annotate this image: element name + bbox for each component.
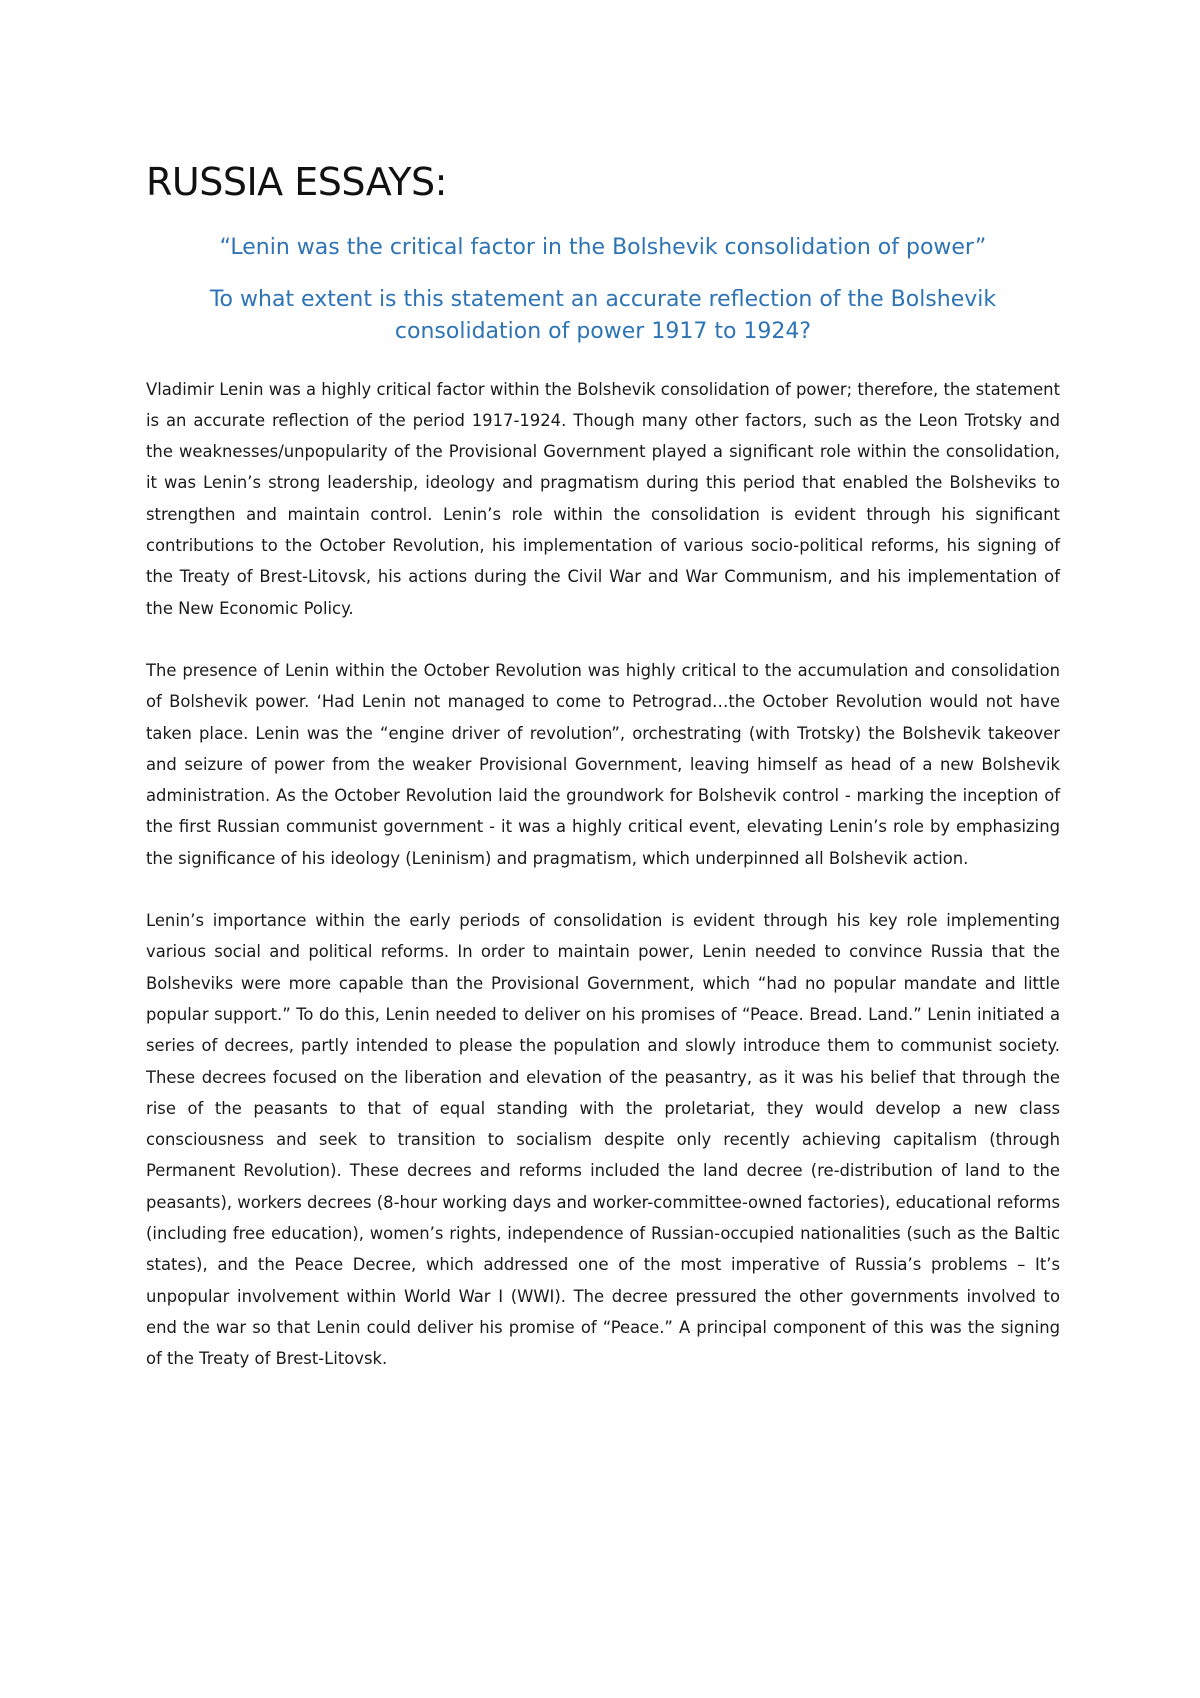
paragraph-2: The presence of Lenin within the October Revolution was highly critical to the accumulation and consolidation of Bolshevik power. ‘Had Lenin not managed to come to Petrograd…the October Revolution would not have taken place. Lenin was the “engine driver of revolution”, orchestrating (with Trotsky) the Bolshevik takeover and seizure of power from the weaker Provisional Government, leaving himself as head of a new Bolshevik administration. As the October Revolution laid the groundwork for Bolshevik control - marking the inception of the first Russian communist government - it was a highly critical event, elevating Lenin’s role by emphasizing the significance of his ideology (Leninism) and pragmatism, which underpinned all Bolshevik action. (146, 660, 1060, 868)
essay-question: To what extent is this statement an accurate reflection of the Bolshevik consolidation of power 1917 to 1924? (209, 286, 997, 344)
paragraph-1: Vladimir Lenin was a highly critical factor within the Bolshevik consolidation of power; therefore, the statement is an accurate reflection of the period 1917-1924. Though many other factors, such as the Leon Trotsky and the weaknesses/unpopularity of the Provisional Government played a significant role within the consolidation, it was Lenin’s strong leadership, ideology and pragmatism during this period that enabled the Bolsheviks to strengthen and maintain control. Lenin’s role within the consolidation is evident through his significant contributions to the October Revolution, his implementation of various socio-political reforms, his signing of the Treaty of Brest-Litovsk, his actions during the Civil War and War Communism, and his implementation of the New Economic Policy. (146, 379, 1060, 618)
paragraph-3: Lenin’s importance within the early periods of consolidation is evident through his key role implementing various social and political reforms. In order to maintain power, Lenin needed to convince Russia that the Bolsheviks were more capable than the Provisional Government, which “had no popular mandate and little popular support.” To do this, Lenin needed to deliver on his promises of “Peace. Bread. Land.” Lenin initiated a series of decrees, partly intended to please the population and slowly introduce them to communist society. These decrees focused on the liberation and elevation of the peasantry, as it was his belief that through the rise of the peasants to that of equal standing with the proletariat, they would develop a new class consciousness and seek to transition to socialism despite only recently achieving capitalism (through Permanent Revolution). These decrees and reforms included the land decree (re-distribution of land to the peasants), workers decrees (8-hour working days and worker-committee-owned factories), educational reforms (including free education), women’s rights, independence of Russian-occupied nationalities (such as the Baltic states), and the Peace Decree, which addressed one of the most imperative of Russia’s problems – It’s unpopular involvement within World War I (WWI). The decree pressured the other governments involved to end the war so that Lenin could deliver his promise of “Peace.” A principal component of this was the signing of the Treaty of Brest-Litovsk. (146, 911, 1060, 1369)
document-title: RUSSIA ESSAYS: (146, 160, 447, 204)
essay-quote: “Lenin was the critical factor in the Bolshevik consolidation of power” (219, 234, 987, 260)
